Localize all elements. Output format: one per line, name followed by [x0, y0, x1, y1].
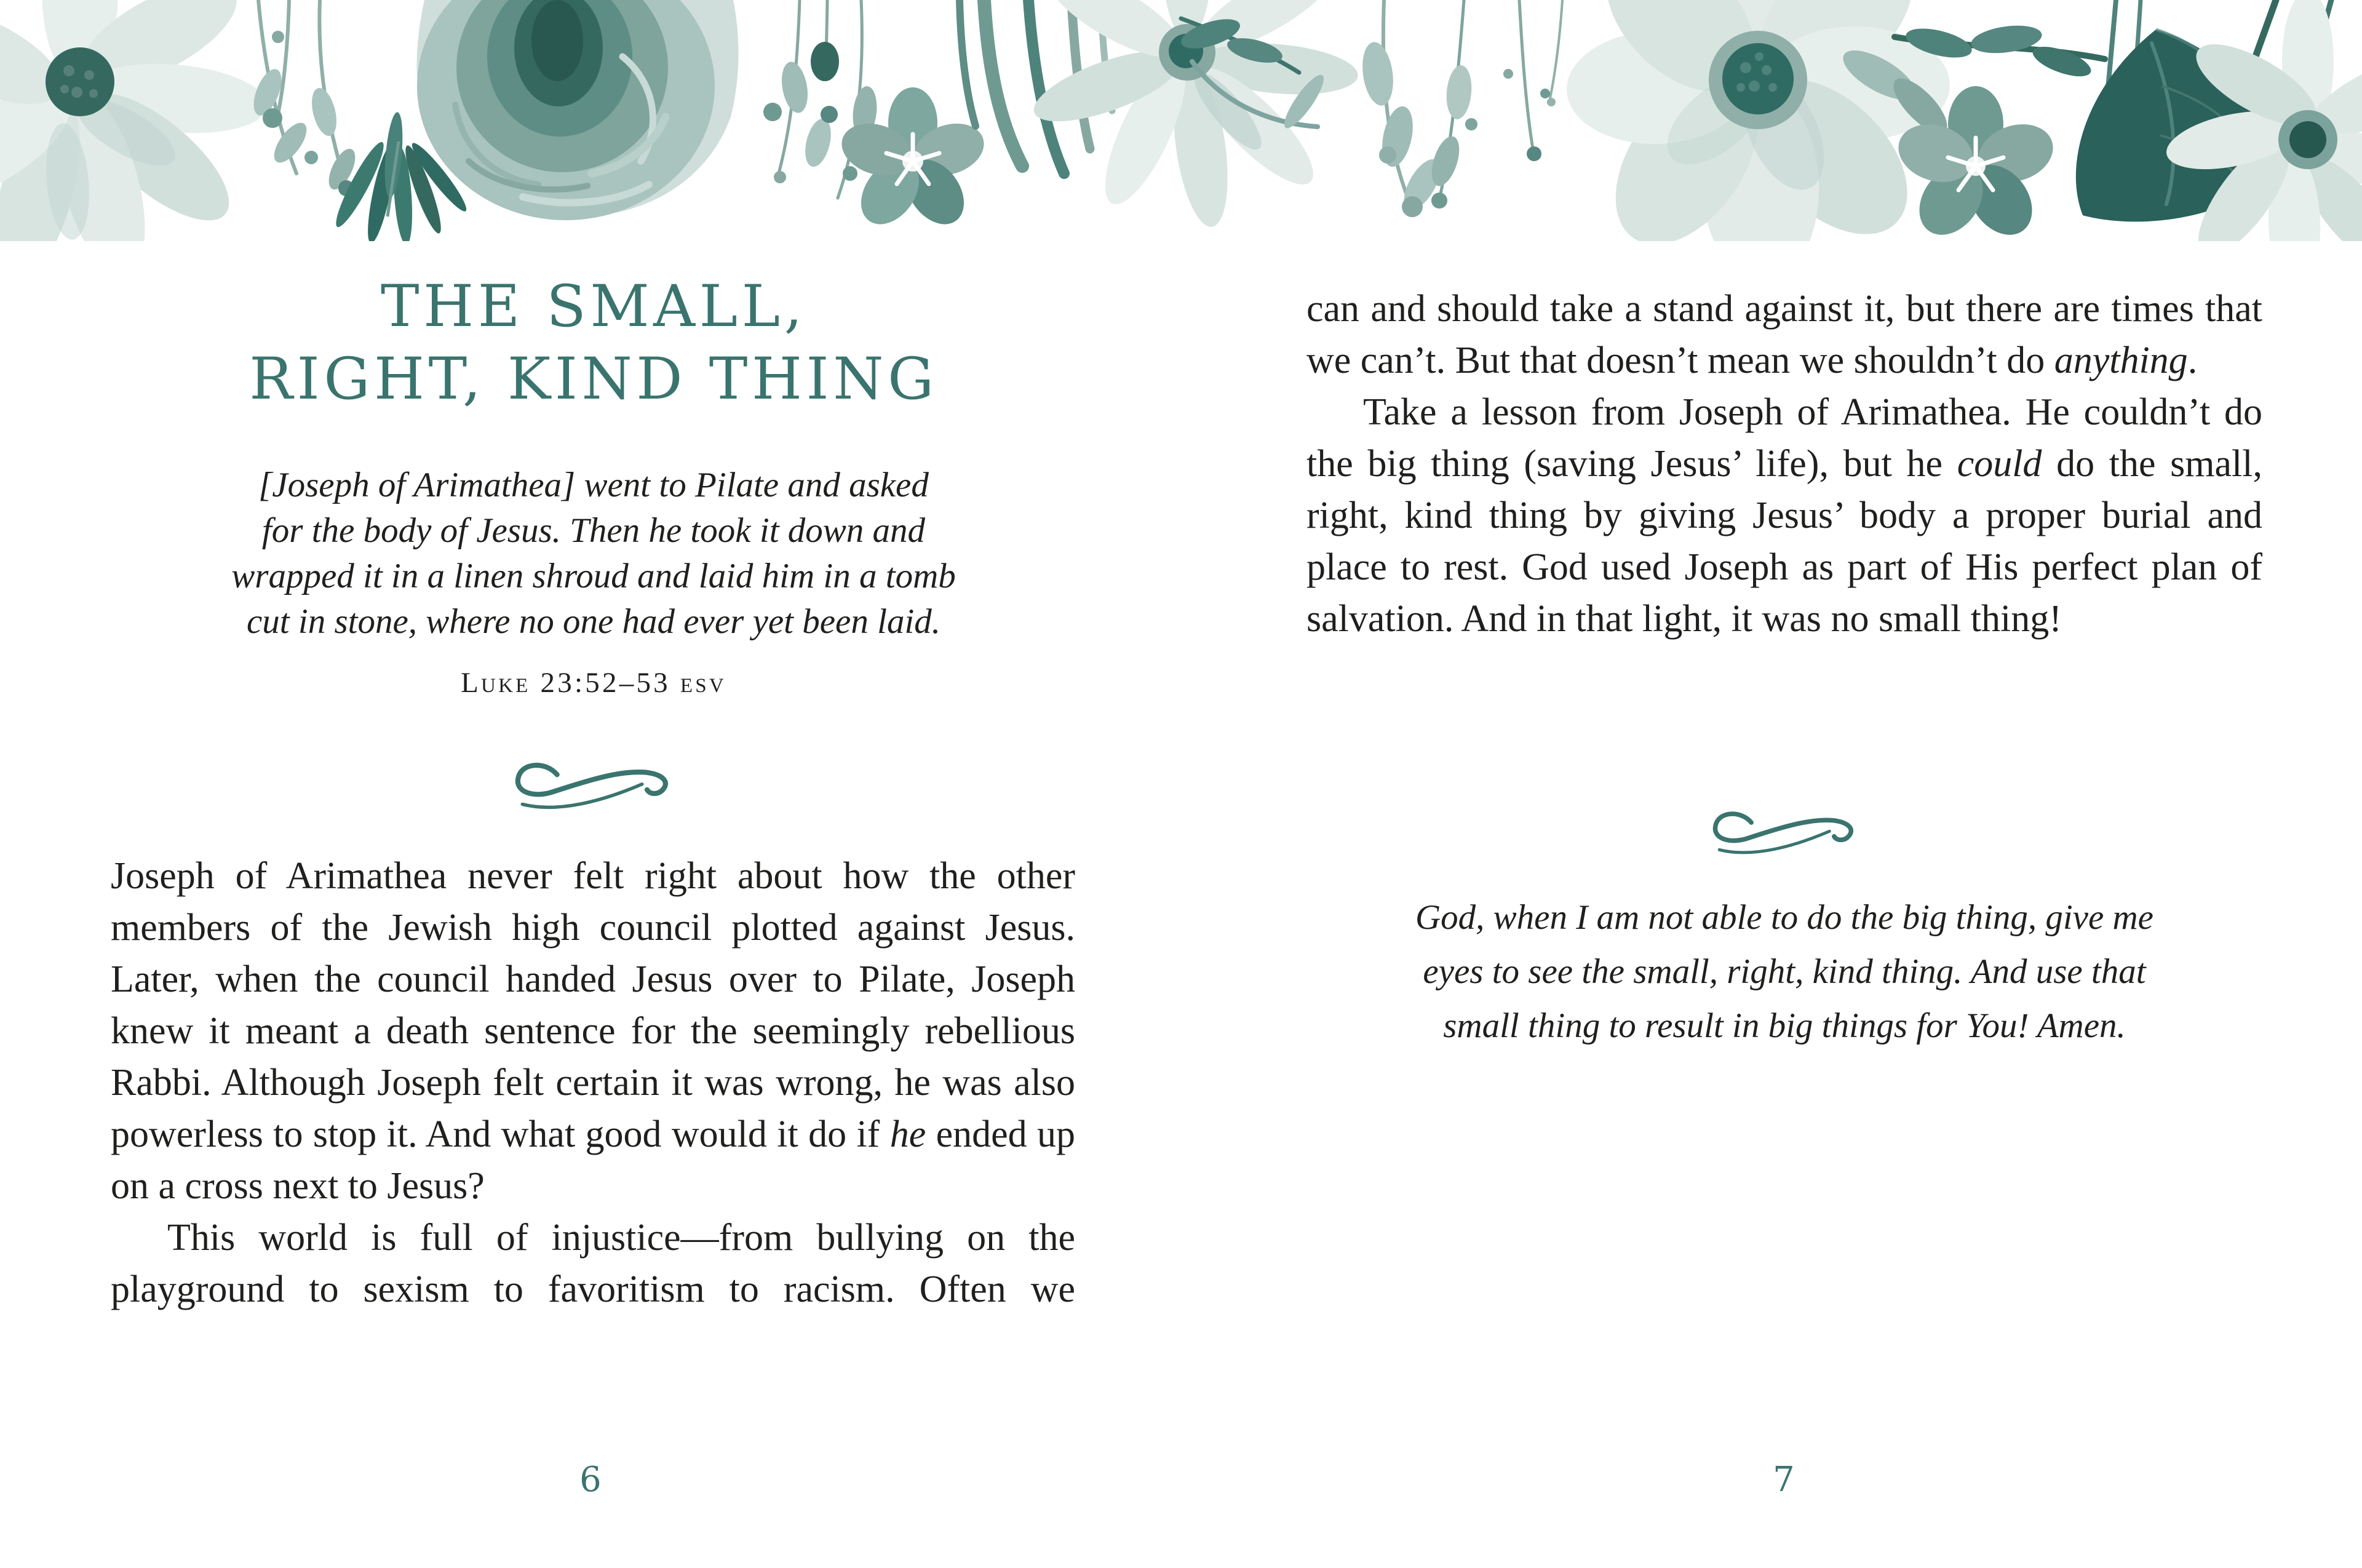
scripture-line: for the body of Jesus. Then he took it down and: [261, 511, 926, 550]
page-number-left: 6: [579, 1460, 602, 1500]
body-paragraph: This world is full of injustice—from bullying on the playground to sexism to favoritism to racism. Often we: [111, 1217, 1075, 1310]
body-paragraph: Take a lesson from Joseph of Arimathea. He couldn’t do the big thing (saving Jesus’ life), but he could do the small, right, kind thing by giving Jesus’ body a proper burial and place to rest. God used Joseph as part of His perfect plan of salvation. And in that light, it was no small thing!: [1306, 391, 2262, 640]
prayer-line: small thing to result in big things for You! Amen.: [1443, 1006, 2126, 1045]
scripture-quote: [111, 463, 1076, 645]
body-text-left: [111, 850, 1075, 1315]
scripture-line: [Joseph of Arimathea] went to Pilate and asked: [258, 466, 929, 504]
prayer-line: eyes to see the small, right, kind thing. And use that: [1423, 952, 2146, 991]
swash-flourish-icon: [499, 758, 684, 819]
body-text-right: [1306, 283, 2262, 645]
prayer-text: [1306, 891, 2262, 1053]
body-paragraph: Joseph of Arimathea never felt right about how the other members of the Jewish high council plotted against Jesus. Later, when the council handed Jesus over to Pilate, Joseph knew it meant a death sentence for the seemingly rebellious Rabbi. Although Joseph felt certain it was wrong, he was also powerless to stop it. And what good would it do if he ended up on a cross next to Jesus?: [111, 855, 1075, 1207]
watercolor-floral-border-icon: [0, 0, 2362, 241]
swash-flourish-icon: [1695, 807, 1871, 864]
body-paragraph: can and should take a stand against it, but there are times that we can’t. But that doesn’t mean we shouldn’t do anything.: [1306, 288, 2262, 381]
chapter-title-line1: THE SMALL,: [380, 273, 807, 340]
scripture-attribution: Luke 23:52–53 esv: [461, 667, 726, 699]
prayer-line: God, when I am not able to do the big thing, give me: [1415, 898, 2153, 937]
chapter-title-line2: RIGHT, KIND THING: [249, 346, 938, 413]
page-number-right: 7: [1773, 1460, 1795, 1500]
scripture-line: wrapped it in a linen shroud and laid him in a tomb: [231, 557, 956, 595]
chapter-title: [111, 271, 1076, 416]
scripture-line: cut in stone, where no one had ever yet been laid.: [246, 602, 941, 641]
